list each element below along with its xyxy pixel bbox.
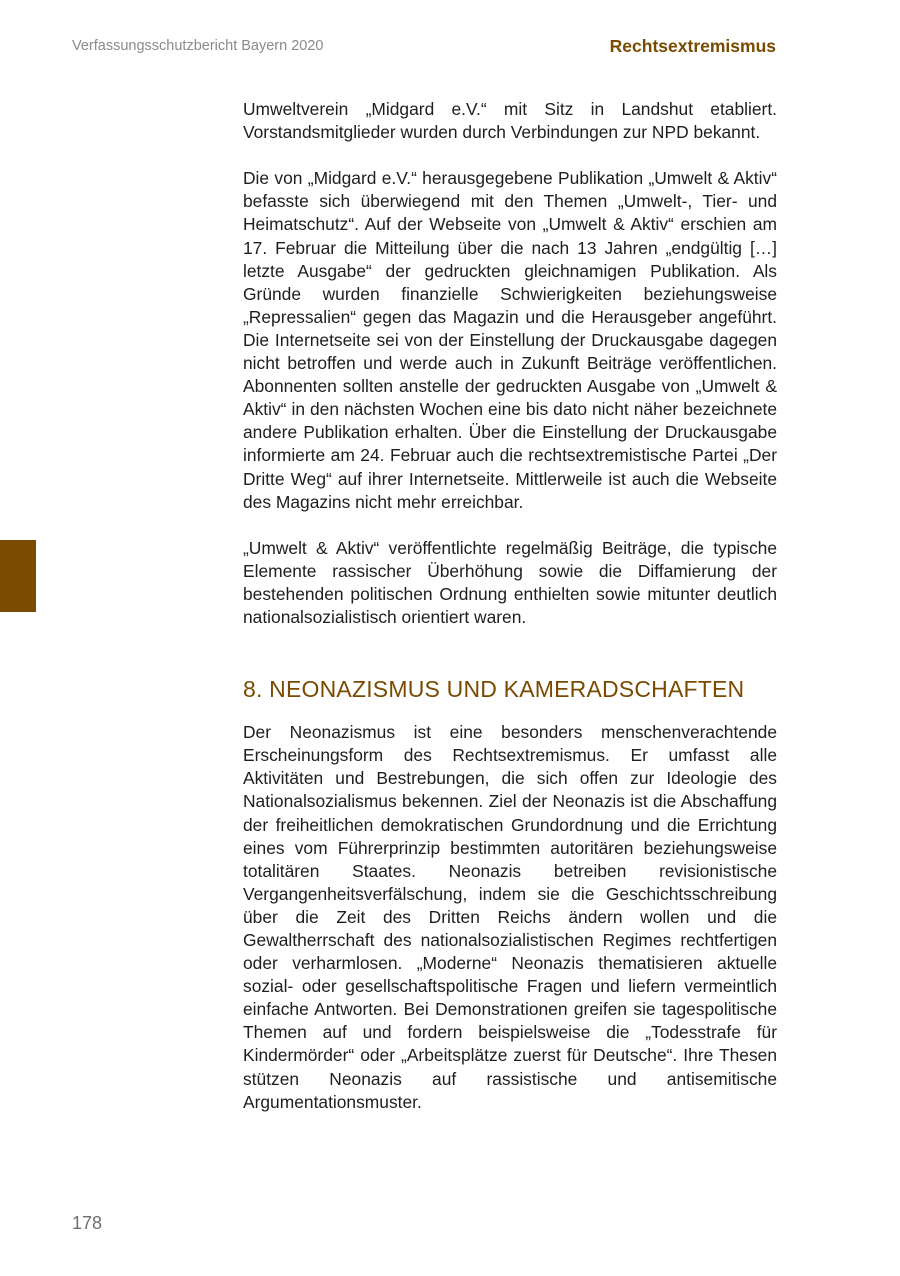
chapter-title: Rechtsextremismus [609,36,776,56]
paragraph: „Umwelt & Aktiv“ veröffentlichte regelmäßig Beiträge, die typische Elemente rassischer Überhöhung sowie die Diffamierung der bestehenden politischen Ordnung enthielten sowie mitunter deutlich nationalsozialistisch orientiert waren. [243,537,777,628]
main-text-column [243,98,777,1137]
paragraph: Umweltverein „Midgard e.V.“ mit Sitz in Landshut etabliert. Vorstandsmitglieder wurden durch Verbindungen zur NPD bekannt. [243,99,777,143]
chapter-marker-tab [0,540,36,612]
paragraph: Der Neonazismus ist eine besonders menschenverachtende Erscheinungsform des Rechtsextremismus. Er umfasst alle Aktivitäten und Bestrebungen, die sich offen zur Ideologie des Nationalsozialismus bekennen. Ziel der Neonazis ist die Abschaffung der freiheitlichen demokratischen Grundordnung und die Errichtung eines vom Führerprinzip bestimmten autoritären beziehungsweise totalitären Staates. Neonazis betreiben revisionistische Vergangenheitsverfälschung, indem sie die Geschichtsschreibung über die Zeit des Dritten Reichs ändern wollen und die Gewaltherrschaft des nationalsozialistischen Regimes rechtfertigen oder verharmlosen. „Moderne“ Neonazis thematisieren aktuelle sozial- oder gesellschaftspolitische Fragen und liefern vermeintlich einfache Antworten. Bei Demonstrationen greifen sie tagespolitische Themen auf und fordern beispielsweise die „Todesstrafe für Kindermörder“ oder „Arbeitsplätze zuerst für Deutsche“. Ihre Thesen stützen Neonazis auf rassistische und antisemitische Argumentationsmuster. [243,722,777,1112]
running-header-title: Verfassungsschutzbericht Bayern 2020 [72,38,324,54]
paragraph: Die von „Midgard e.V.“ herausgegebene Publikation „Umwelt & Aktiv“ befasste sich überwiegend mit den Themen „Umwelt-, Tier- und Heimatschutz“. Auf der Webseite von „Umwelt & Aktiv“ erschien am 17. Februar die Mitteilung über die nach 13 Jahren „endgültig […] letzte Ausgabe“ der gedruckten gleichnamigen Publikation. Als Gründe wurden finanzielle Schwierigkeiten beziehungsweise „Repressalien“ gegen das Magazin und die Herausgeber angeführt. Die Internetseite sei von der Einstellung der Druckausgabe dagegen nicht betroffen und werde auch in Zukunft Beiträge veröffentlichen. Abonnenten sollten anstelle der gedruckten Ausgabe von „Umwelt & Aktiv“ in den nächsten Wochen eine bis dato nicht näher bezeichnete andere Publikation erhalten. Über die Einstellung der Druckausgabe informierte am 24. Februar auch die rechtsextremistische Partei „Der Dritte Weg“ auf ihrer Internetseite. Mittlerweile ist auch die Webseite des Magazins nicht mehr erreichbar. [243,168,777,512]
page-number: 178 [72,1213,103,1233]
section-heading: 8. NEONAZISMUS UND KAMERADSCHAFTEN [243,676,745,703]
